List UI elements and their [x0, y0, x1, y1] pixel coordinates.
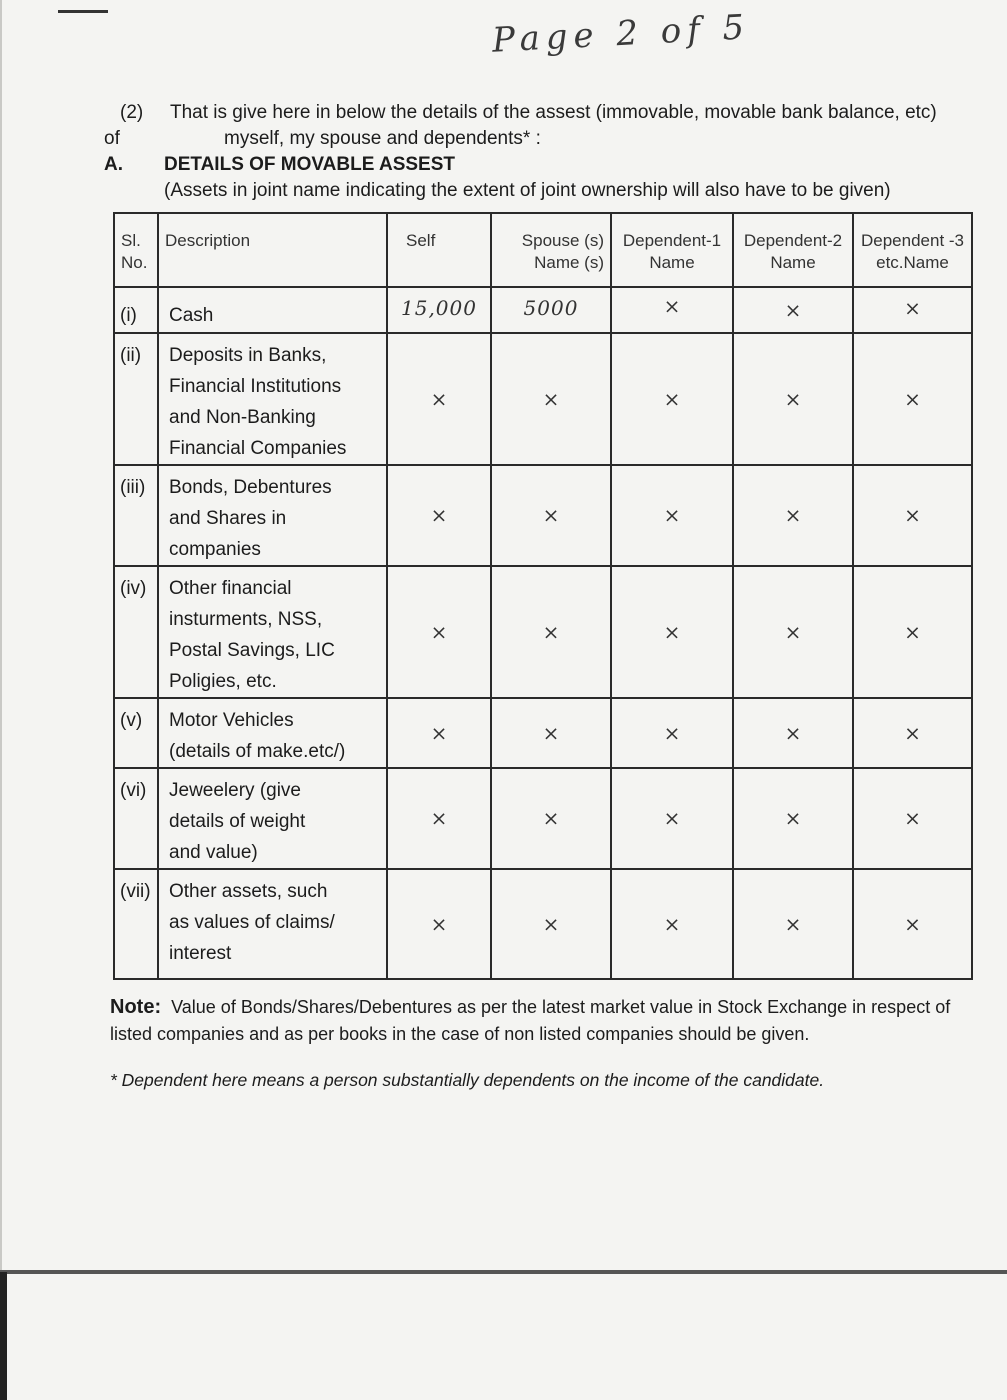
section-title: DETAILS OF MOVABLE ASSEST: [164, 154, 455, 175]
spouse-mark: ×: [542, 386, 560, 411]
row-description: Deposits in Banks, Financial Institutions and Non-Banking Financial Companies: [158, 333, 387, 465]
row-sl: (iii): [114, 465, 158, 566]
handwritten-page-note: Page 2 of 5: [491, 7, 752, 61]
dependent-2-mark: ×: [784, 386, 802, 411]
dependent-1-mark: ×: [663, 503, 681, 527]
dependent-footnote: * Dependent here means a person substantially dependents on the income of the candidate.: [110, 1070, 825, 1090]
note-paragraph: [110, 994, 980, 1048]
self-mark: ×: [430, 619, 448, 644]
table-row: [114, 869, 972, 979]
table-row: [114, 698, 972, 768]
note-text: Value of Bonds/Shares/Debentures as per the latest market value in Stock Exchange in respect of listed companies and as per books in the case of non listed companies should be given.: [110, 997, 951, 1044]
table-row: [114, 566, 972, 698]
row-sl: (v): [114, 698, 158, 768]
table-row: [114, 465, 972, 566]
self-value: 15,000: [401, 296, 477, 320]
dependent-3-mark: ×: [904, 503, 921, 527]
row-sl: (vi): [114, 768, 158, 869]
intro-line-1: That is give here in below the details of the assest (immovable, movable bank balance, etc): [170, 102, 937, 123]
row-description: Other financial insturments, NSS, Postal Savings, LIC Poligies, etc.: [158, 566, 387, 698]
intro-of: of: [104, 128, 120, 149]
spouse-mark: ×: [542, 619, 560, 644]
row-sl: (iv): [114, 566, 158, 698]
section-letter: A.: [104, 154, 123, 175]
row-sl: (i): [114, 287, 158, 333]
row-description: Jeweelery (give details of weight and value): [158, 768, 387, 869]
dependent-3-mark: ×: [904, 911, 921, 936]
header-dependent-2: Dependent-2 Name: [733, 213, 853, 287]
top-rule: [58, 10, 108, 13]
spouse-mark: ×: [542, 503, 560, 527]
dependent-2-mark: ×: [784, 619, 802, 644]
dependent-2-mark: ×: [784, 911, 802, 936]
dependent-1-mark: ×: [663, 806, 681, 830]
dependent-3-mark: ×: [904, 619, 921, 644]
dependent-1-mark: ×: [663, 911, 681, 936]
dependent-1-mark: ×: [663, 294, 681, 318]
row-description: Bonds, Debentures and Shares in companies: [158, 465, 387, 566]
table-row: [114, 768, 972, 869]
self-mark: ×: [430, 720, 448, 745]
dependent-2-mark: ×: [784, 503, 802, 527]
page-edge: [0, 0, 2, 1400]
spouse-mark: ×: [542, 911, 560, 936]
header-sl-no: Sl. No.: [114, 213, 158, 287]
scan-edge-bar: [0, 1272, 7, 1400]
bottom-rule: [0, 1270, 1007, 1274]
section-note: (Assets in joint name indicating the extent of joint ownership will also have to be given): [164, 180, 891, 201]
movable-assets-table: [113, 212, 973, 980]
intro-number: (2): [120, 102, 144, 123]
self-mark: ×: [430, 911, 448, 936]
self-mark: ×: [430, 806, 448, 830]
spouse-mark: ×: [542, 720, 560, 745]
dependent-3-mark: ×: [904, 806, 921, 830]
table-row: [114, 333, 972, 465]
row-sl: (vii): [114, 869, 158, 979]
table-header-row: [114, 213, 972, 287]
self-mark: ×: [430, 386, 448, 411]
dependent-1-mark: ×: [663, 720, 681, 745]
dependent-1-mark: ×: [663, 619, 681, 644]
dependent-2-mark: ×: [784, 720, 802, 745]
intro-line-2: myself, my spouse and dependents* :: [224, 128, 541, 149]
header-self: Self: [387, 213, 491, 287]
dependent-3-mark: ×: [904, 296, 921, 320]
note-label: Note:: [110, 996, 162, 1018]
row-description: Other assets, such as values of claims/ interest: [158, 869, 387, 979]
self-mark: ×: [430, 503, 448, 527]
dependent-2-mark: ×: [784, 298, 802, 322]
header-description: Description: [158, 213, 387, 287]
spouse-mark: ×: [542, 806, 560, 830]
table-row: [114, 287, 972, 333]
row-sl: (ii): [114, 333, 158, 465]
row-description: Cash: [158, 287, 387, 333]
spouse-value: 5000: [523, 296, 579, 320]
header-dependent-1: Dependent-1 Name: [611, 213, 733, 287]
header-dependent-3: Dependent -3 etc.Name: [853, 213, 972, 287]
header-spouse: Spouse (s) Name (s): [491, 213, 611, 287]
dependent-2-mark: ×: [784, 806, 802, 830]
dependent-1-mark: ×: [663, 386, 681, 411]
row-description: Motor Vehicles (details of make.etc/): [158, 698, 387, 768]
dependent-3-mark: ×: [904, 720, 921, 745]
dependent-3-mark: ×: [904, 386, 921, 411]
